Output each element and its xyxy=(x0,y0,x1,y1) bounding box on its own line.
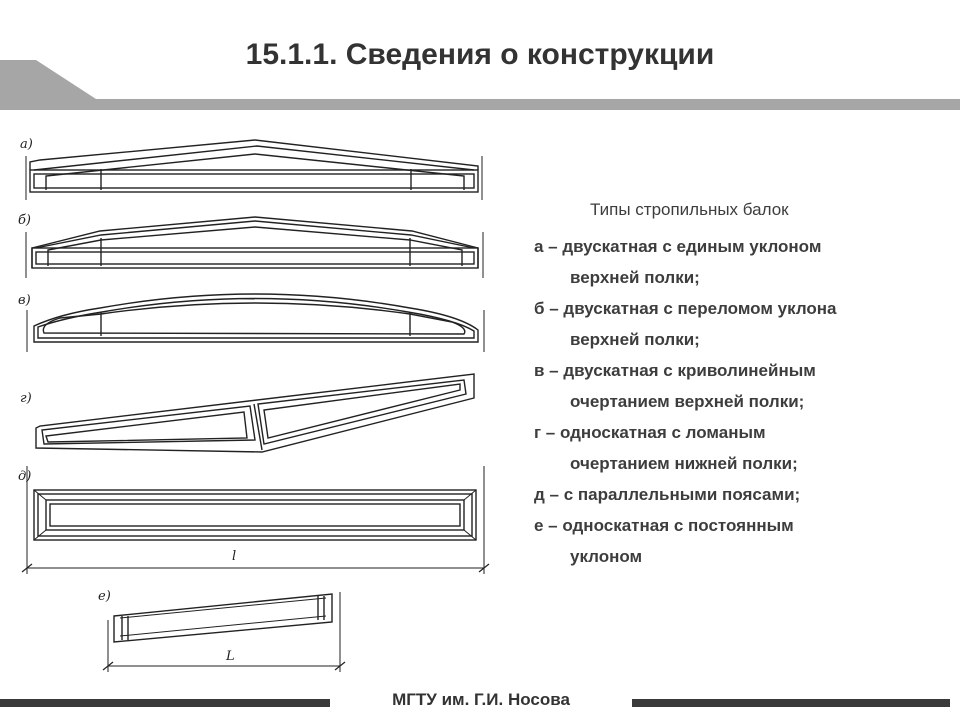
footer-rule-left xyxy=(0,699,330,707)
label-g: г) xyxy=(20,391,32,406)
legend-item-a-line2: верхней полки; xyxy=(570,268,700,287)
legend-item-e-line2: уклоном xyxy=(570,547,643,566)
beam-b xyxy=(18,213,483,278)
label-e: е) xyxy=(98,589,111,604)
beam-v xyxy=(18,293,484,352)
legend-item-d-line1: д – с параллельными поясами; xyxy=(534,485,801,504)
legend-item-a xyxy=(534,231,944,293)
legend-item-v-line2: очертанием верхней полки; xyxy=(570,392,805,411)
beam-g xyxy=(20,374,474,452)
beam-a xyxy=(20,137,482,200)
label-v: в) xyxy=(18,293,31,308)
legend-item-v xyxy=(534,355,944,417)
legend-item-b xyxy=(534,293,944,355)
label-b: б) xyxy=(18,213,32,228)
legend-item-b-line1: б – двускатная с переломом уклона xyxy=(534,299,837,318)
legend-item-g-line1: г – односкатная с ломаным xyxy=(534,423,766,442)
beam-types-legend xyxy=(534,200,944,572)
beam-e xyxy=(98,589,345,672)
span-label-l: l xyxy=(232,549,237,564)
footer-university: МГТУ им. Г.И. Носова xyxy=(392,690,570,709)
legend-item-g-line2: очертанием нижней полки; xyxy=(570,454,798,473)
legend-title: Типы стропильных балок xyxy=(590,200,789,219)
legend-item-b-line2: верхней полки; xyxy=(570,330,700,349)
legend-item-e xyxy=(534,510,944,572)
label-a: а) xyxy=(20,137,33,152)
label-d: д) xyxy=(18,469,32,484)
beam-drawings xyxy=(0,120,520,680)
legend-item-e-line1: е – односкатная с постоянным xyxy=(534,516,794,535)
legend-item-d xyxy=(534,479,944,510)
footer-rule-right xyxy=(632,699,950,707)
header-swoosh xyxy=(0,58,110,103)
legend-item-g xyxy=(534,417,944,479)
beam-d xyxy=(18,466,489,574)
span-label-L: L xyxy=(226,649,235,664)
legend-item-v-line1: в – двускатная с криволинейным xyxy=(534,361,816,380)
header-rule xyxy=(0,99,960,110)
page-title: 15.1.1. Сведения о конструкции xyxy=(245,38,715,71)
legend-item-a-line1: а – двускатная с единым уклоном xyxy=(534,237,822,256)
